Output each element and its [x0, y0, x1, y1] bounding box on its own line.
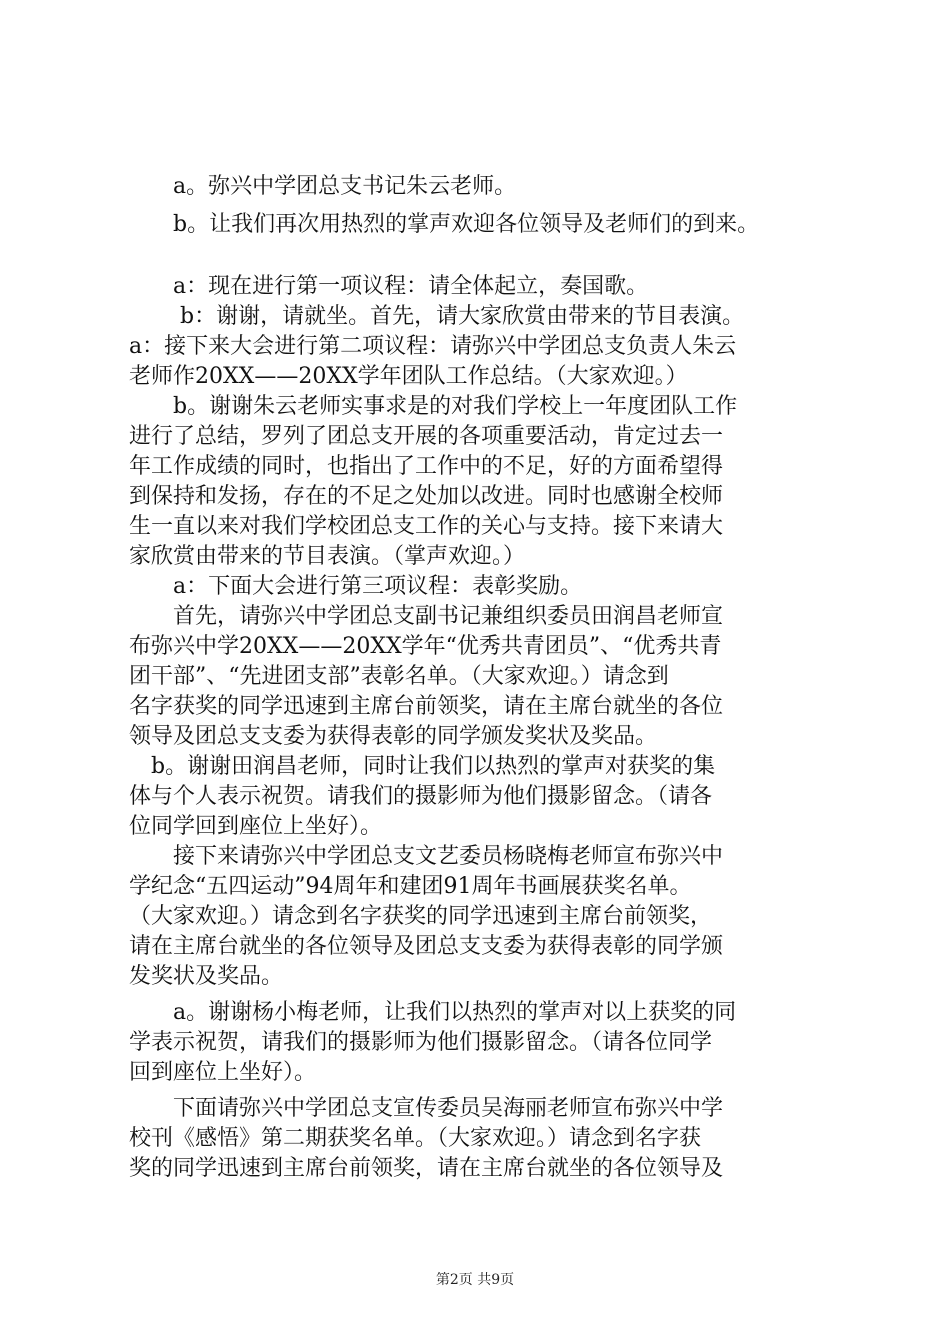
- body-text-line: 发奖状及奖品。: [129, 964, 284, 989]
- body-text-line: （大家欢迎。）请念到名字获奖的同学迅速到主席台前领奖，: [129, 904, 713, 929]
- body-text-line: a：现在进行第一项议程：请全体起立，奏国歌。: [129, 274, 649, 299]
- body-text-line: 接下来请弥兴中学团总支文艺委员杨晓梅老师宣布弥兴中: [129, 844, 724, 869]
- body-text-line: 校刊《感悟》第二期获奖名单。（大家欢迎。）请念到名字获: [129, 1126, 702, 1151]
- body-text-line: 领导及团总支支委为获得表彰的同学颁发奖状及奖品。: [129, 724, 658, 749]
- body-text-line: 进行了总结，罗列了团总支开展的各项重要活动，肯定过去一: [129, 424, 724, 449]
- body-text-line: a。弥兴中学团总支书记朱云老师。: [129, 174, 517, 199]
- body-text-line: 奖的同学迅速到主席台前领奖，请在主席台就坐的各位领导及: [129, 1156, 724, 1181]
- page-number-footer: 第2页 共9页: [435, 1272, 515, 1288]
- body-text-line: 布弥兴中学20XX——20XX学年“优秀共青团员”、“优秀共青: [129, 634, 722, 659]
- body-text-line: b：谢谢，请就坐。首先，请大家欣赏由带来的节目表演。: [129, 304, 745, 329]
- body-text-line: 名字获奖的同学迅速到主席台前领奖，请在主席台就坐的各位: [129, 694, 724, 719]
- body-text-line: 回到座位上坐好）。: [129, 1060, 317, 1085]
- body-text-line: 首先，请弥兴中学团总支副书记兼组织委员田润昌老师宣: [129, 604, 724, 629]
- body-text-line: 老师作20XX——20XX学年团队工作总结。（大家欢迎。）: [129, 364, 688, 389]
- body-text-line: 请在主席台就坐的各位领导及团总支支委为获得表彰的同学颁: [129, 934, 724, 959]
- body-text-line: 位同学回到座位上坐好）。: [129, 814, 383, 839]
- body-text-line: 学纪念“五四运动”94周年和建团91周年书画展获奖名单。: [129, 874, 692, 899]
- body-text-line: 下面请弥兴中学团总支宣传委员吴海丽老师宣布弥兴中学: [129, 1096, 724, 1121]
- body-text-line: b。让我们再次用热烈的掌声欢迎各位领导及老师们的到来。: [129, 212, 760, 237]
- body-text-line: 团干部”、“先进团支部”表彰名单。（大家欢迎。）请念到: [129, 664, 669, 689]
- body-text-line: a：接下来大会进行第二项议程：请弥兴中学团总支负责人朱云: [129, 334, 737, 359]
- body-text-line: 生一直以来对我们学校团总支工作的关心与支持。接下来请大: [129, 514, 724, 539]
- body-text-line: 家欣赏由带来的节目表演。（掌声欢迎。）: [129, 544, 526, 569]
- body-text-line: a：下面大会进行第三项议程：表彰奖励。: [129, 574, 583, 599]
- body-text-line: b。谢谢田润昌老师，同时让我们以热烈的掌声对获奖的集: [129, 754, 716, 779]
- body-text-line: a。谢谢杨小梅老师，让我们以热烈的掌声对以上获奖的同: [129, 1000, 737, 1025]
- body-text-line: 年工作成绩的同时，也指出了工作中的不足，好的方面希望得: [129, 454, 724, 479]
- body-text-line: b。谢谢朱云老师实事求是的对我们学校上一年度团队工作: [129, 394, 738, 419]
- body-text-line: 学表示祝贺，请我们的摄影师为他们摄影留念。（请各位同学: [129, 1030, 713, 1055]
- body-text-line: 到保持和发扬，存在的不足之处加以改进。同时也感谢全校师: [129, 484, 724, 509]
- body-text-line: 体与个人表示祝贺。请我们的摄影师为他们摄影留念。（请各: [129, 784, 713, 809]
